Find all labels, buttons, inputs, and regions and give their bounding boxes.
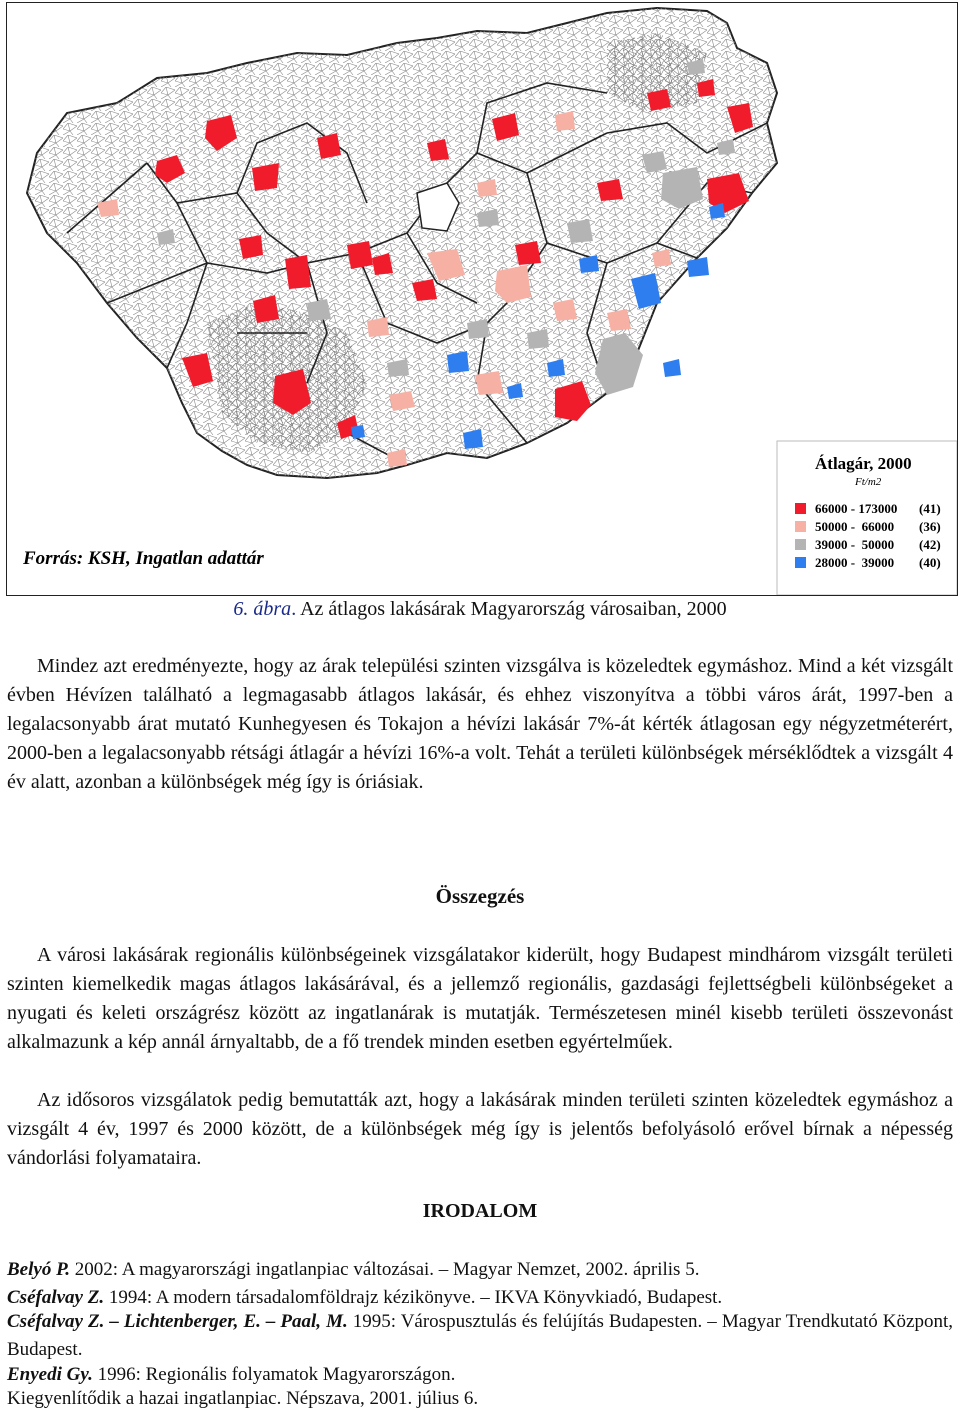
map-figure [6,2,958,596]
reference-item [7,1256,953,1284]
reference-author: Cséfalvay Z. [7,1287,105,1308]
reference-text: 1995: Várospusztulás és felújítás Budapesten. – Magyar Trendkutató Központ, Budapest. [7,1311,953,1360]
reference-item [7,1385,953,1413]
reference-item [7,1308,953,1364]
figure-caption-separator: . [291,598,297,620]
reference-author: Belyó P. [7,1259,70,1280]
reference-text: Kiegyenlítődik a hazai ingatlanpiac. Népszava, 2001. július 6. [7,1388,479,1409]
legend-count: (40) [919,555,941,570]
body-paragraph-3: Az idősoros vizsgálatok pedig bemutatták azt, hogy a lakásárak minden területi szinten közeledtek egymáshoz a vizsgált 4 év, 1997 és 2000 között, de a különbségek még így is jelentős befolyásoló erővel bírnak a népesség vándorlási folyamataira. [7,1089,953,1169]
summary-heading: Összegzés [435,884,525,908]
legend-label: 28000 - 39000 [815,555,895,570]
figure-caption [0,598,960,621]
figure-caption-text: Az átlagos lakásárak Magyarország városaiban, 2000 [296,598,727,620]
body-paragraph-1: Mindez azt eredményezte, hogy az árak települési szinten vizsgálva is közeledtek egymáshoz. Mind a két vizsgált évben Hévízen található a legmagasabb átlagos lakásár, és ehhez viszonyítva a többi város árát, 1997-ben a legalacsonyabb árat mutató Kunhegyesen és Tokajon a hévízi lakásár 7%-át kérték átlagosan egy négyzetméterért, 2000-ben a legalacsonyabb rétsági átlagár a hévízi 16%-a volt. Tehát a területi különbségek mérséklődtek a vizsgált 4 év alatt, azonban a különbségek még így is óriásiak. [7,655,953,793]
legend-title: Átlagár, 2000 [815,454,912,473]
legend-swatch [795,557,806,568]
legend-unit: Ft/m2 [855,476,882,488]
legend-count: (41) [919,501,941,516]
legend-count: (42) [919,537,941,552]
references-heading: IRODALOM [422,1200,538,1222]
reference-author: Cséfalvay Z. – Lichtenberger, E. – Paal, M. [7,1311,348,1332]
legend-swatch [795,503,806,514]
legend-swatch [795,521,806,532]
legend-label: 50000 - 66000 [815,519,895,534]
map-source: Forrás: KSH, Ingatlan adattár [23,548,264,569]
reference-text: 1996: Regionális folyamatok Magyarországon. [92,1364,456,1385]
reference-text: 1994: A modern társadalomföldrajz kézikönyve. – IKVA Könyvkiadó, Budapest. [104,1287,723,1308]
body-paragraph-2: A városi lakásárak regionális különbségeinek vizsgálatakor kiderült, hogy Budapest mindhárom vizsgált területi szinten kiemelkedik magas átlagos lakásárával, és a jellemző regionális, gazdasági fejlettségbeli különbségeket a nyugati és keleti országrész között az ingatlanárak is mutatják. Természetesen minél kisebb területi összevonást alkalmazunk a kép annál árnyaltabb, de a fő trendek minden esetben egyértelműek. [7,944,953,1053]
legend-label: 66000 - 173000 [815,501,898,516]
figure-caption-label: 6. ábra [233,598,292,620]
reference-text: 2002: A magyarországi ingatlanpiac változásai. – Magyar Nemzet, 2002. április 5. [69,1259,700,1280]
legend-count: (36) [919,519,941,534]
reference-author: Enyedi Gy. [7,1364,93,1385]
hungary-map [7,3,957,595]
legend-label: 39000 - 50000 [815,537,895,552]
legend-swatch [795,539,806,550]
